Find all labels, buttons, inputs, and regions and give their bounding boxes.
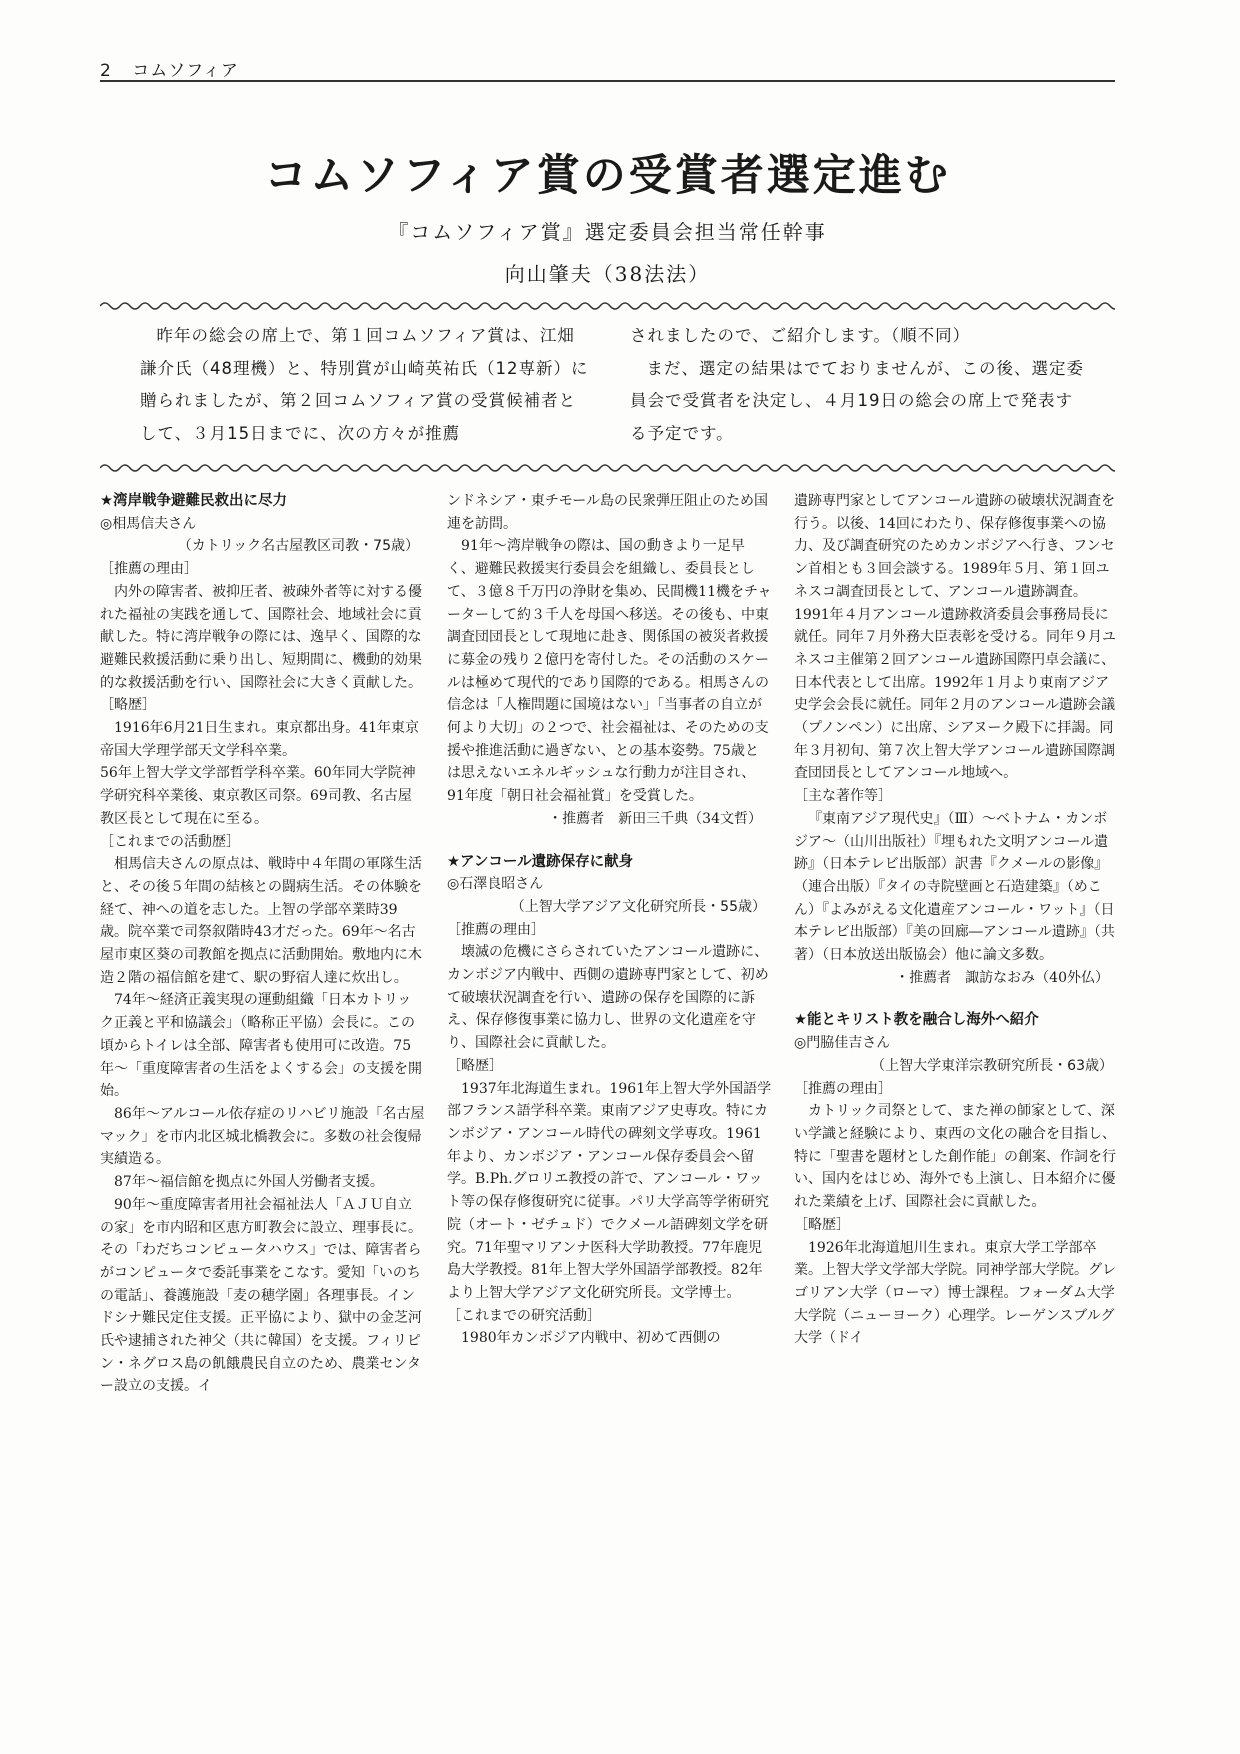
magazine-name: コムソフィア: [132, 61, 239, 81]
column-2: [447, 490, 772, 1570]
intro-right-text-1: されましたので、ご紹介します。（順不同）: [630, 326, 971, 345]
paragraph: 91年～湾岸戦争の際は、国の動きより一足早く、避難民救援実行委員会を組織し、委員長として、３億８千万円の浄財を集め、民間機11機をチャーターして約３千人を母国へ移送。その後も、中東調査団団長として現地に赴き、関係国の被災者救援に募金の残り２億円を寄付した。その活動のスケールは極めて現代的であり国際的である。相馬さんの信念は「人権問題に国境はない」「当事者の自立が何より大切」の２つで、社会福祉は、そのための支援や推進活動に過ぎない、との基本姿勢。75歳とは思えないエネルギッシュな行動力が注目され、91年度「朝日社会福祉賞」を受賞した。: [447, 538, 772, 805]
intro-right-text-2: まだ、選定の結果はでておりませんが、この後、選定委員会で受賞者を決定し、４月19日の総会の席上で発表する予定です。: [630, 358, 1084, 443]
page-header: [100, 56, 1115, 80]
section-label: ［略歴］: [794, 1216, 850, 1233]
intro-right: [630, 320, 1085, 450]
spacer: [447, 831, 772, 851]
candidate-3-heading: ★能とキリスト教を融合し海外へ紹介: [794, 1012, 1039, 1029]
paragraph: 相馬信夫さんの原点は、戦時中４年間の軍隊生活と、その後５年間の結核との闘病生活。その体験を経て、神への道を志した。上智の学部卒業時39歳。院卒業で司祭叙階時43才だった。69年～名古屋市東区葵の司教館を拠点に活動開始。敷地内に木造２階の福信館を建て、駅の野宿人達に炊出し。: [100, 856, 422, 986]
paragraph: 1980年カンボジア内戦中、初めて西側の: [461, 1330, 721, 1347]
column-1: [100, 490, 425, 1570]
section-label: ［推薦の理由］: [447, 921, 545, 938]
candidate-3-affiliation: （上智大学東洋宗教研究所長・63歳）: [871, 1057, 1113, 1074]
paragraph: 内外の障害者、被抑圧者、被疎外者等に対する優れた福祉の実践を通して、国際社会、地域社会に貢献した。特に湾岸戦争の際には、逸早く、国際的な避難民救援活動に乗り出し、短期間に、機動的効果的な救援活動を行い、国際社会に大きく貢献した。: [100, 583, 422, 691]
section-label: ［推薦の理由］: [794, 1080, 892, 1097]
paragraph: 86年～アルコール依存症のリハビリ施設「名古屋マック」を市内北区城北橋教会に。多数の社会復帰実績造る。: [100, 1105, 425, 1168]
candidate-2-name-block: [447, 873, 772, 918]
section-label: ［推薦の理由］: [100, 561, 198, 578]
paragraph: カトリック司祭として、また禅の師家として、深い学識と経験により、東西の文化の融合を目指し、特に「聖書を題材とした創作能」の創案、作詞を行い、国内をはじめ、海外でも上演し、日本紹介に優れた業績を上げ、国際社会に貢献した。: [794, 1103, 1116, 1211]
wavy-divider-top: [100, 300, 1115, 312]
intro-left-text: 昨年の総会の席上で、第１回コムソフィア賞は、江畑謙介氏（48理機）と、特別賞が山崎英祐氏（12専新）に贈られましたが、第２回コムソフィア賞の受賞候補者として、３月15日までに、次の方々が推薦: [140, 326, 589, 443]
recommender: ・推薦者 新田三千典（34文哲）: [548, 810, 762, 827]
candidate-3-name: ◎門脇佳吉さん: [794, 1035, 891, 1052]
spacer: [794, 989, 1119, 1009]
candidate-1-heading: ★湾岸戦争避難民救出に尽力: [100, 493, 287, 509]
section-label: ［主な著作等］: [794, 788, 892, 805]
byline-role: 『コムソフィア賞』選定委員会担当常任幹事: [388, 220, 827, 244]
page-number: 2: [100, 61, 112, 81]
article-title: コムソフィア賞の受賞者選定進む: [264, 151, 951, 201]
candidate-1-affiliation: （カトリック名古屋教区司教・75歳）: [177, 538, 419, 555]
paragraph: 87年～福信館を拠点に外国人労働者支援。: [114, 1174, 384, 1191]
section-label: ［略歴］: [447, 1057, 503, 1074]
paragraph: 74年～経済正義実現の運動組織「日本カトリック正義と平和協議会」（略称正平協）会長に。この頃からトイレは全部、障害者も使用可に改造。75年～「重度障害者の生活をよくする会」の支援を開始。: [100, 992, 422, 1100]
paragraph: 1926年北海道旭川生まれ。東京大学工学部卒業。上智大学文学部大学院。同神学部大学院。グレゴリアン大学（ローマ）博士課程。フォーダム大学大学院（ニューヨーク）心理学。レーゲンスブルグ大学（ドイ: [794, 1239, 1116, 1347]
paragraph: ンドネシア・東チモール島の民衆弾圧阻止のため国連を訪問。: [447, 493, 769, 532]
candidate-2-name: ◎石澤良昭さん: [447, 876, 544, 893]
paragraph: 56年上智大学文学部哲学科卒業。60年同大学院神学研究科卒業後、東京教区司祭。69司教、名古屋教区長として現在に至る。: [100, 765, 416, 827]
intro-left: [140, 320, 590, 450]
column-3: [794, 490, 1119, 1570]
byline-author: 向山肇夫（38法法）: [504, 262, 711, 286]
candidate-1-name: ◎相馬信夫さん: [100, 515, 197, 532]
paragraph: 遺跡専門家としてアンコール遺跡の破壊状況調査を行う。以後、14回にわたり、保存修復事業への協力、及び調査研究のためカンボジアへ行き、フンセン首相とも３回会談する。1989年５月、第１回ユネスコ調査団長として、アンコール遺跡調査。1991年４月アンコール遺跡救済委員会事務局長に就任。同年７月外務大臣表彰を受ける。同年９月ユネスコ主催第２回アンコール遺跡国際円卓会議に、日本代表として出席。1992年１月より東南アジア史学会会長に就任。同年２月のアンコール遺跡会議（プノンペン）に出席、シアヌーク殿下に拝謁。同年３月初旬、第７次上智大学アンコール遺跡国際調査団団長としてアンコール地域へ。: [794, 493, 1116, 782]
candidate-3-name-block: [794, 1032, 1119, 1077]
paragraph: 『東南アジア現代史』（Ⅲ）～ベトナム・カンボジア～（山川出版社）『埋もれた文明アンコール遺跡』（日本テレビ出版部）訳書『クメールの影像』（連合出版）『タイの寺院壁画と石造建築』（めこん）『よみがえる文化遺産アンコール・ワット』（日本テレビ出版部）『美の回廊―アンコール遺跡』（共著）（日本放送出版協会）他に論文多数。: [794, 810, 1115, 964]
candidate-1-name-block: [100, 513, 425, 558]
paragraph: 90年～重度障害者用社会福祉法人「ＡＪＵ自立の家」を市内昭和区恵方町教会に設立、理事長に。その「わだちコンピュータハウス」では、障害者らがコンピュータで委託事業をこなす。愛知「いのちの電話」、養護施設「麦の穂学園」各理事長。インドシナ難民定住支援。正平協により、獄中の金芝河氏や逮捕された神父（共に韓国）を支援。フィリピン・ネグロス島の飢餓農民自立のため、農業センター設立の支援。イ: [100, 1196, 422, 1395]
recommender: ・推薦者 諏訪なおみ（40外仏）: [895, 969, 1109, 986]
paragraph: 1916年6月21日生まれ。東京都出身。41年東京帝国大学理学部天文学科卒業。: [100, 720, 420, 759]
paragraph: 1937年北海道生まれ。1961年上智大学外国語学部フランス語学科卒業。東南アジア史専攻。特にカンボジア・アンコール時代の碑刻文学専攻。1961年より、カンボジア・アンコール保存委員会へ留学。B.Ph.グロリエ教授の許で、アンコール・ワット等の保存修復研究に従事。パリ大学高等学術研究院（オート・ゼチュド）でクメール語碑刻文学を研究。71年聖マリアンナ医科大学助教授。77年鹿児島大学教授。81年上智大学外国語学部教授。82年より上智大学アジア文化研究所長。文学博士。: [447, 1080, 772, 1301]
section-label: ［これまでの研究活動］: [447, 1307, 601, 1324]
wavy-divider-bottom: [100, 462, 1115, 474]
section-label: ［略歴］: [100, 697, 156, 714]
section-label: ［これまでの活動歴］: [100, 833, 240, 850]
candidate-2-affiliation: （上智大学アジア文化研究所長・55歳）: [510, 898, 766, 915]
candidate-2-heading: ★アンコール遺跡保存に献身: [447, 853, 634, 870]
paragraph: 壊滅の危機にさらされていたアンコール遺跡に、カンボジア内戦中、西側の遺跡専門家として、初めて破壊状況調査を行い、遺跡の保存を国際的に訴え、保存修復事業に協力し、世界の文化遺産を守り、国際社会に貢献した。: [447, 944, 769, 1052]
header-rule: [100, 80, 1115, 82]
